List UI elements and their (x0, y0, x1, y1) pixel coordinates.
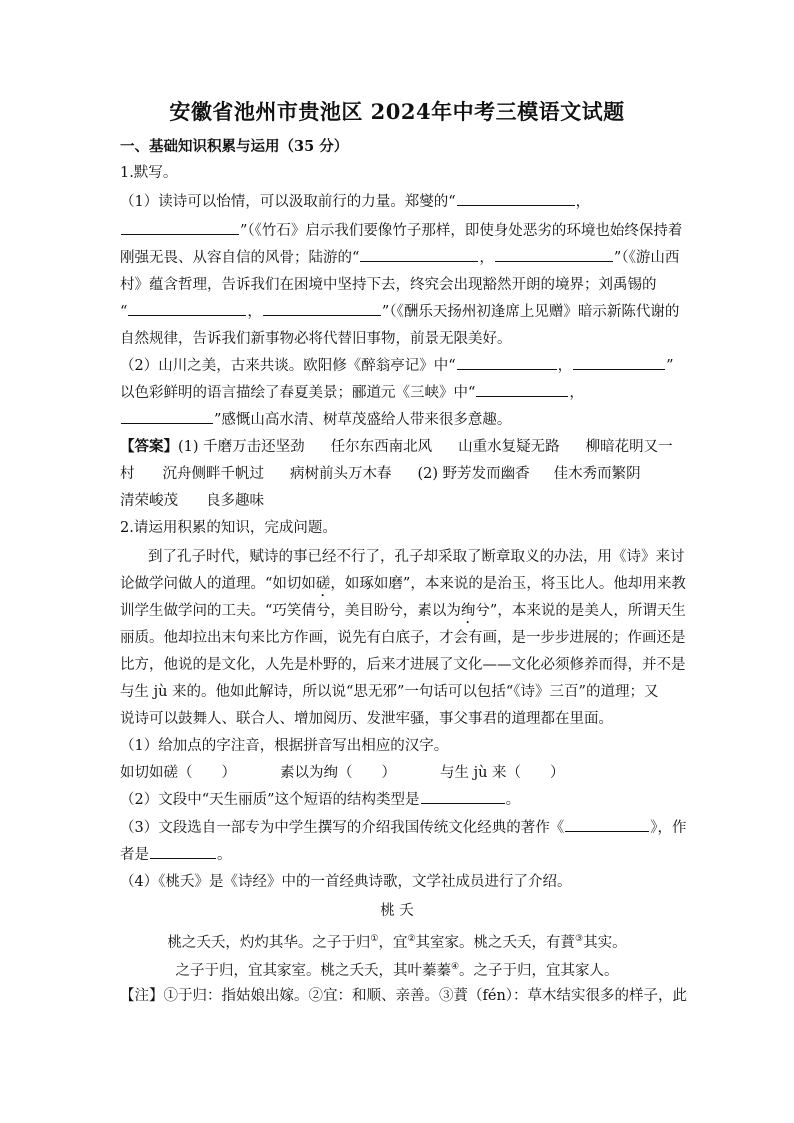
answer-blank[interactable] (476, 382, 568, 397)
passage-line: 丽质。他却拉出末句来比方作画，说先有白底子，才会有画，是一步步进展的；作画还是 (120, 630, 686, 646)
answer-line2 (120, 461, 680, 487)
answer-item: 山重水复疑无路 (458, 439, 560, 455)
text: “ (120, 304, 128, 320)
answer-item: 病树前头万木春 (290, 466, 392, 482)
sub-question-3 (120, 815, 687, 841)
text: （2）山川之美，古来共谈。欧阳修《醉翁亭记》中“ (120, 358, 456, 374)
question-1-part1-line1 (120, 189, 680, 215)
answer-item: (2) 野芳发而幽香 (417, 466, 530, 482)
poem-line2: 之子于归，宜其家室。桃之夭夭，其叶蓁蓁④。之子于归，宜其家人。 (175, 962, 619, 979)
question-1-part2-line3 (120, 407, 680, 433)
question-1-part1-line2 (120, 218, 683, 244)
answer-item: 柳暗花明又一 (585, 439, 673, 455)
answer-item: (1) 千磨万击还坚劲 (178, 439, 305, 455)
text: 》，作 (650, 820, 687, 836)
text: 以色彩鲜明的语言描绘了春夏美景；郦道元《三峡》中“ (120, 385, 476, 401)
question-2-label: 2.请运用积累的知识，完成问题。 (120, 520, 337, 536)
passage-line: 说诗可以鼓舞人、联合人、增加阅历、发泄牢骚，事父事君的道理都在里面。 (120, 711, 613, 727)
answer-blank[interactable] (457, 191, 575, 206)
question-1-part1-line5 (120, 299, 680, 325)
passage-line: 比方，他说的是文化，人先是朴野的，后来才进展了文化——文化必须修养而得，并不是 (120, 657, 686, 673)
answer-blank[interactable] (421, 789, 505, 804)
answer-item: 沉舟侧畔千帆过 (162, 466, 264, 482)
text: ， (569, 385, 584, 401)
answer-blank[interactable] (121, 220, 239, 235)
question-1-part1-line3 (120, 245, 680, 271)
answer-blank[interactable] (457, 355, 557, 370)
section-heading: 一、基础知识积累与运用（35 分） (120, 138, 349, 155)
answer-item: 任尔东西南北风 (330, 439, 433, 455)
sub-question-1: （1）给加点的字注音，根据拼音写出相应的汉字。 (120, 738, 449, 754)
answer-item: 清荣峻茂 (120, 493, 178, 509)
answer-item: 村 (120, 466, 135, 482)
dotted-char: 绚 (460, 603, 476, 619)
passage-line: 训学生做学问的工夫。“巧笑倩兮，美目盼兮，素以为绚兮”，本来说的是美人，所谓天生 (120, 603, 686, 619)
text: 。 (217, 847, 232, 863)
page-title: 安徽省池州市贵池区 2024年中考三模语文试题 (169, 99, 625, 124)
answer-blank[interactable] (565, 817, 649, 832)
text: ， (479, 250, 494, 266)
sub-question-3-cont (120, 842, 680, 868)
text: ”感慨山高水清、树草茂盛给人带来很多意趣。 (214, 412, 512, 428)
text: （3）文段选自一部专为中学生撰写的介绍我国传统文化经典的著作《 (120, 820, 565, 836)
pinyin-item[interactable]: 素以为绚（ ） (280, 765, 396, 781)
dotted-char: 磋 (315, 576, 331, 592)
passage-line: 论做学问做人的道理。“如切如磋，如琢如磨”，本来说的是治玉，将玉比人。他却用来教 (120, 576, 686, 592)
text: ” (666, 358, 674, 374)
text: ”（《酬乐天扬州初逢席上见赠》暗示新陈代谢的 (381, 304, 680, 320)
question-1-part1-line6: 自然规律，告诉我们新事物必将代替旧事物，前景无限美好。 (120, 331, 512, 347)
answer-blank[interactable] (128, 301, 246, 316)
text: ， (247, 304, 262, 320)
answer-item: 良多趣味 (206, 493, 264, 509)
pinyin-item[interactable]: 如切如磋（ ） (120, 765, 236, 781)
sub-question-4: （4）《桃夭》是《诗经》中的一首经典诗歌，文学社成员进行了介绍。 (120, 874, 572, 890)
answer-line3 (120, 488, 680, 514)
text: ”（《竹石》启示我们要像竹子那样，即使身处恶劣的环境也始终保持着 (240, 223, 683, 239)
passage-line: 到了孔子时代，赋诗的事已经不行了，孔子却采取了断章取义的办法，用《诗》来讨 (148, 549, 685, 565)
text: （2）文段中“天生丽质”这个短语的结构类型是 (120, 792, 420, 808)
question-1-part2-line2 (120, 380, 680, 406)
answer-item: 佳木秀而繁阴 (553, 466, 641, 482)
answer-label: 【答案】 (120, 438, 178, 455)
text: 刚强无畏、从容自信的风骨；陆游的“ (120, 250, 360, 266)
text: （1）读诗可以怡情，可以汲取前行的力量。郑燮的“ (120, 194, 456, 210)
answer-blank[interactable] (573, 355, 665, 370)
text: ”（《游山西 (613, 250, 680, 266)
poem-note: 【注】①于归：指姑娘出嫁。②宜：和顺、亲善。③蕡（fén）：草木结实很多的样子，此 (120, 988, 688, 1004)
answer-blank[interactable] (150, 844, 216, 859)
sub-question-2 (120, 787, 680, 813)
poem-title: 桃 夭 (380, 903, 414, 919)
answer-line1 (120, 434, 680, 460)
text: 。 (505, 792, 521, 808)
poem-line1: 桃之夭夭，灼灼其华。之子于归①，宜②其室家。桃之夭夭，有蕡③其实。 (167, 934, 627, 951)
pinyin-item[interactable]: 与生 jù 来（ ） (440, 765, 565, 781)
text: ， (575, 194, 591, 210)
answer-blank[interactable] (263, 301, 381, 316)
question-1-part1-line4: 村》蕴含哲理，告诉我们在困境中坚持下去，终究会出现豁然开朗的境界；刘禹锡的 (120, 277, 657, 293)
sub-question-1-items (120, 760, 680, 786)
question-1-part2-line1 (120, 353, 680, 379)
answer-blank[interactable] (360, 247, 478, 262)
question-1-label: 1.默写。 (120, 165, 178, 181)
answer-blank[interactable] (121, 409, 213, 424)
text: ， (557, 358, 573, 374)
answer-blank[interactable] (495, 247, 613, 262)
passage-line: 与生 jù 来的。他如此解诗，所以说“思无邪”一句话可以包括“《诗》三百”的道理；又 (120, 684, 659, 700)
text: 者是 (120, 847, 149, 863)
